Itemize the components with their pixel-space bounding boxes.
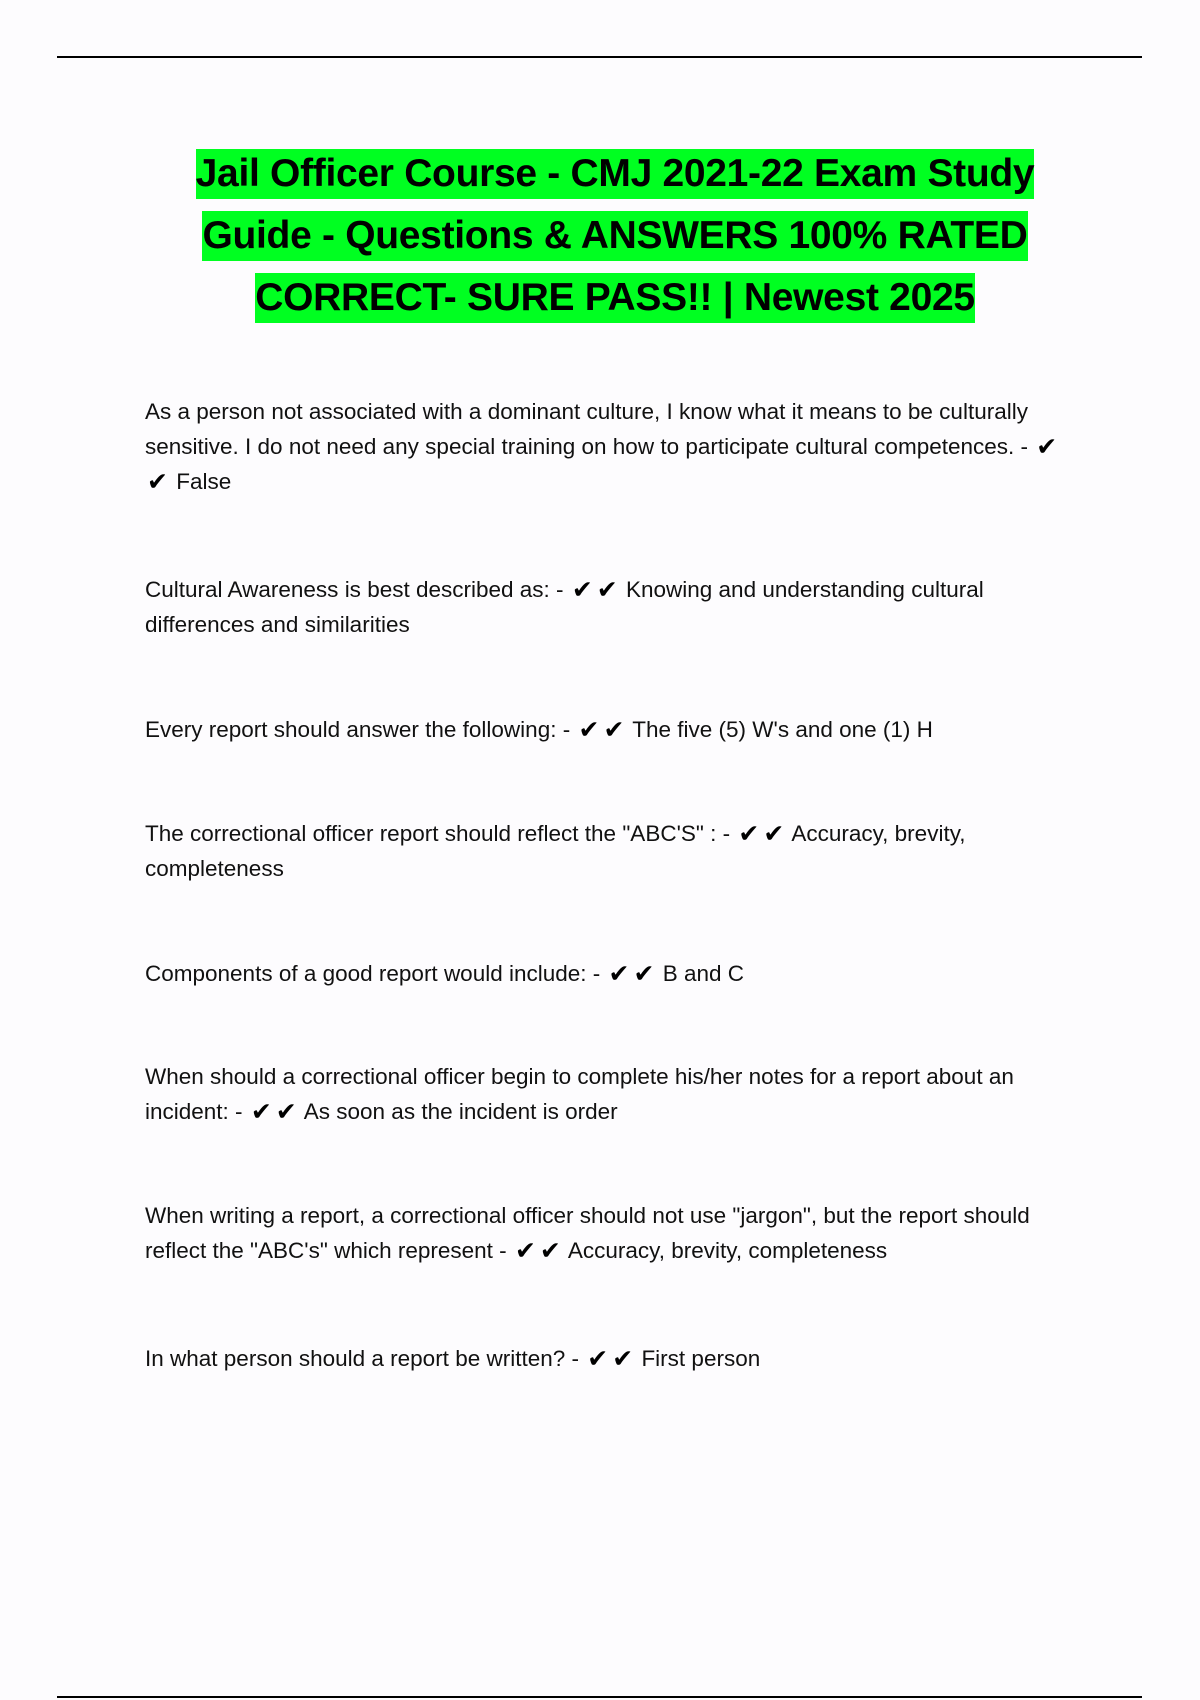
qa-item: [145, 572, 1065, 642]
answer-text: False: [176, 469, 232, 494]
checkmark-icon: ✔: [763, 819, 785, 848]
question-text: Components of a good report would include: -: [145, 961, 601, 986]
qa-item: [145, 1198, 1065, 1268]
checkmark-icon: ✔: [275, 1097, 297, 1126]
qa-item: [145, 1341, 1065, 1376]
answer-text: The five (5) W's and one (1) H: [632, 717, 933, 742]
answer-text: Accuracy, brevity, completeness: [145, 821, 966, 881]
checkmark-icon: ✔: [1036, 432, 1058, 461]
answer-text: Knowing and understanding cultural differences and similarities: [145, 577, 984, 637]
qa-item: [145, 956, 1065, 991]
checkmark-icon: ✔: [587, 1344, 609, 1373]
question-text: When writing a report, a correctional officer should not use "jargon", but the report should reflect the "ABC's" which represent -: [145, 1203, 1030, 1263]
question-text: Every report should answer the following: -: [145, 717, 571, 742]
question-text: The correctional officer report should reflect the "ABC'S" : -: [145, 821, 731, 846]
qa-item: [145, 816, 1065, 886]
checkmark-icon: ✔: [514, 1236, 536, 1265]
header-rule: [57, 56, 1142, 58]
checkmark-icon: ✔: [539, 1236, 561, 1265]
checkmark-icon: ✔: [608, 959, 630, 988]
answer-text: As soon as the incident is order: [303, 1099, 618, 1124]
checkmark-icon: ✔: [738, 819, 760, 848]
footer-rule: [57, 1696, 1142, 1698]
checkmark-icon: ✔: [633, 959, 655, 988]
checkmark-icon: ✔: [250, 1097, 272, 1126]
checkmark-icon: ✔: [571, 575, 593, 604]
checkmark-icon: ✔: [596, 575, 618, 604]
answer-text: First person: [641, 1346, 761, 1371]
answer-text: B and C: [662, 961, 745, 986]
document-title: [140, 143, 1090, 329]
answer-text: Accuracy, brevity, completeness: [567, 1238, 888, 1263]
checkmark-icon: ✔: [578, 715, 600, 744]
checkmark-icon: ✔: [147, 467, 168, 496]
checkmark-icon: ✔: [612, 1344, 634, 1373]
qa-item: [145, 394, 1065, 499]
question-text: In what person should a report be written? -: [145, 1346, 579, 1371]
question-text: As a person not associated with a dominant culture, I know what it means to be culturally sensitive. I do not need any special training on how to participate cultural competences. -: [145, 399, 1029, 459]
qa-item: [145, 712, 1065, 747]
question-text: When should a correctional officer begin to complete his/her notes for a report about an incident: -: [145, 1064, 1014, 1124]
question-text: Cultural Awareness is best described as: -: [145, 577, 564, 602]
qa-item: [145, 1059, 1065, 1129]
title-highlight: Jail Officer Course - CMJ 2021-22 Exam Study Guide - Questions & ANSWERS 100% RATED CORRECT- SURE PASS!! | Newest 2025: [196, 149, 1035, 323]
checkmark-icon: ✔: [603, 715, 625, 744]
